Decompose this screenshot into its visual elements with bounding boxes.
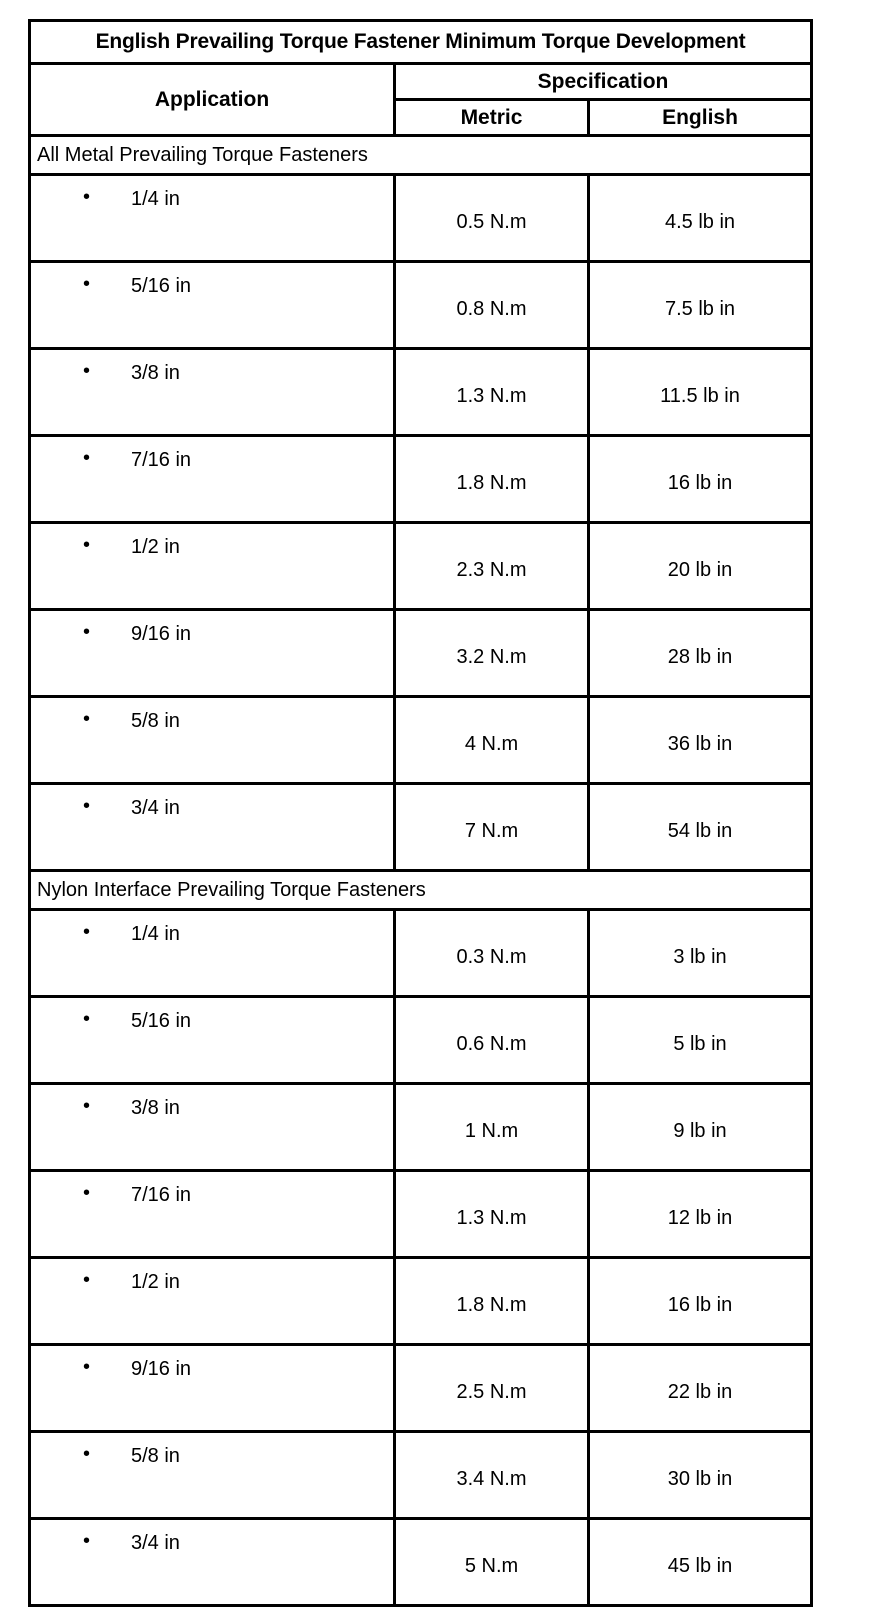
- application-cell: [30, 1432, 395, 1519]
- application-header: Application: [30, 64, 395, 136]
- fastener-size: 3/8 in: [131, 362, 180, 384]
- fastener-size: 1/4 in: [131, 923, 180, 945]
- application-cell: [30, 610, 395, 697]
- table-row: [30, 523, 812, 610]
- english-value: 12 lb in: [589, 1171, 812, 1258]
- table-row: [30, 436, 812, 523]
- metric-value: 1.8 N.m: [395, 1258, 589, 1345]
- bullet-icon: •: [83, 1008, 91, 1030]
- metric-value: 0.3 N.m: [395, 910, 589, 997]
- english-value: 16 lb in: [589, 436, 812, 523]
- bullet-icon: •: [83, 1182, 91, 1204]
- english-value: 45 lb in: [589, 1519, 812, 1606]
- metric-value: 0.5 N.m: [395, 175, 589, 262]
- fastener-size: 7/16 in: [131, 1184, 192, 1206]
- metric-value: 1.8 N.m: [395, 436, 589, 523]
- fastener-size: 3/8 in: [131, 1097, 180, 1119]
- specification-header: Specification: [395, 64, 812, 100]
- section-header: All Metal Prevailing Torque Fasteners: [30, 136, 812, 175]
- english-value: 54 lb in: [589, 784, 812, 871]
- english-header: English: [589, 100, 812, 136]
- fastener-size: 1/2 in: [131, 536, 180, 558]
- table-row: [30, 910, 812, 997]
- table-row: [30, 175, 812, 262]
- bullet-icon: •: [83, 795, 91, 817]
- application-cell: [30, 262, 395, 349]
- table-row: [30, 1519, 812, 1606]
- application-cell: [30, 349, 395, 436]
- application-cell: [30, 1171, 395, 1258]
- fastener-size: 7/16 in: [131, 449, 192, 471]
- metric-value: 0.6 N.m: [395, 997, 589, 1084]
- metric-value: 1.3 N.m: [395, 1171, 589, 1258]
- metric-value: 0.8 N.m: [395, 262, 589, 349]
- application-cell: [30, 1345, 395, 1432]
- fastener-size: 5/16 in: [131, 1010, 192, 1032]
- metric-value: 4 N.m: [395, 697, 589, 784]
- metric-value: 3.2 N.m: [395, 610, 589, 697]
- metric-value: 1.3 N.m: [395, 349, 589, 436]
- application-cell: [30, 436, 395, 523]
- english-value: 36 lb in: [589, 697, 812, 784]
- metric-value: 3.4 N.m: [395, 1432, 589, 1519]
- table-row: [30, 784, 812, 871]
- metric-value: 2.5 N.m: [395, 1345, 589, 1432]
- bullet-icon: •: [83, 1095, 91, 1117]
- english-value: 22 lb in: [589, 1345, 812, 1432]
- table-row: [30, 1171, 812, 1258]
- english-value: 20 lb in: [589, 523, 812, 610]
- bullet-icon: •: [83, 534, 91, 556]
- section-header: Nylon Interface Prevailing Torque Fasteners: [30, 871, 812, 910]
- application-cell: [30, 997, 395, 1084]
- english-value: 16 lb in: [589, 1258, 812, 1345]
- fastener-size: 9/16 in: [131, 623, 192, 645]
- table-row: [30, 1258, 812, 1345]
- bullet-icon: •: [83, 1443, 91, 1465]
- fastener-size: 9/16 in: [131, 1358, 192, 1380]
- bullet-icon: •: [83, 708, 91, 730]
- metric-value: 5 N.m: [395, 1519, 589, 1606]
- application-cell: [30, 697, 395, 784]
- application-cell: [30, 175, 395, 262]
- english-value: 9 lb in: [589, 1084, 812, 1171]
- table-row: [30, 610, 812, 697]
- metric-value: 7 N.m: [395, 784, 589, 871]
- english-value: 11.5 lb in: [589, 349, 812, 436]
- application-cell: [30, 784, 395, 871]
- table-row: [30, 697, 812, 784]
- torque-spec-table-container: [28, 19, 810, 1607]
- fastener-size: 1/4 in: [131, 188, 180, 210]
- table-row: [30, 349, 812, 436]
- application-cell: [30, 1084, 395, 1171]
- fastener-size: 5/8 in: [131, 710, 180, 732]
- bullet-icon: •: [83, 273, 91, 295]
- table-row: [30, 997, 812, 1084]
- application-cell: [30, 1258, 395, 1345]
- fastener-size: 5/16 in: [131, 275, 192, 297]
- bullet-icon: •: [83, 1530, 91, 1552]
- table-row: [30, 1432, 812, 1519]
- bullet-icon: •: [83, 1269, 91, 1291]
- bullet-icon: •: [83, 921, 91, 943]
- table-row: [30, 1345, 812, 1432]
- bullet-icon: •: [83, 621, 91, 643]
- english-value: 3 lb in: [589, 910, 812, 997]
- metric-value: 2.3 N.m: [395, 523, 589, 610]
- english-value: 4.5 lb in: [589, 175, 812, 262]
- table-row: [30, 1084, 812, 1171]
- bullet-icon: •: [83, 447, 91, 469]
- fastener-size: 1/2 in: [131, 1271, 180, 1293]
- metric-header: Metric: [395, 100, 589, 136]
- fastener-size: 3/4 in: [131, 797, 180, 819]
- table-title: English Prevailing Torque Fastener Minimum Torque Development: [30, 21, 812, 64]
- bullet-icon: •: [83, 360, 91, 382]
- english-value: 5 lb in: [589, 997, 812, 1084]
- table-body: [30, 136, 812, 1606]
- bullet-icon: •: [83, 1356, 91, 1378]
- application-cell: [30, 1519, 395, 1606]
- application-cell: [30, 910, 395, 997]
- english-value: 7.5 lb in: [589, 262, 812, 349]
- fastener-size: 5/8 in: [131, 1445, 180, 1467]
- table-row: [30, 262, 812, 349]
- metric-value: 1 N.m: [395, 1084, 589, 1171]
- torque-spec-table: [28, 19, 813, 1607]
- english-value: 28 lb in: [589, 610, 812, 697]
- fastener-size: 3/4 in: [131, 1532, 180, 1554]
- english-value: 30 lb in: [589, 1432, 812, 1519]
- bullet-icon: •: [83, 186, 91, 208]
- application-cell: [30, 523, 395, 610]
